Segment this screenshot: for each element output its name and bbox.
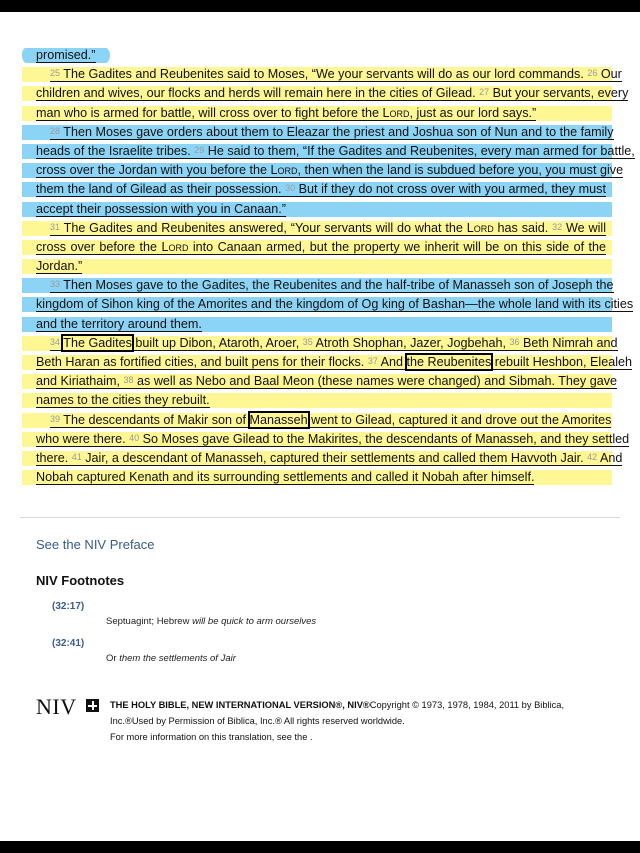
lord-smallcaps: Lord	[270, 163, 298, 178]
scripture-line-text: there. $^{41}$ Jair, a descendant of Manasseh, captured their settlements and called them Havvoth Jair. $^{42}$ And	[36, 450, 623, 465]
verse-number: 26	[587, 68, 598, 79]
scripture-line	[22, 84, 629, 103]
scripture-line-text: names to the cities they rebuilt.	[36, 393, 210, 408]
scripture-line	[22, 142, 635, 161]
scripture-line	[22, 257, 612, 276]
copyright-line1: Copyright © 1973, 1978, 1984, 2011 by Biblica,	[369, 700, 565, 710]
footnote-text-2: Or them the settlements of Jair	[106, 653, 236, 664]
scripture-line-text: $^{34}$ The Gadites built up Dibon, Ataroth, Aroer, $^{35}$ Atroth Shophan, Jazer, Jogbehah, $^{36}$ Beth Nimrah and	[50, 335, 618, 350]
verse-number: 32	[552, 221, 563, 232]
verse-number: 29	[194, 144, 205, 155]
scripture-line	[22, 46, 110, 65]
scripture-line	[22, 104, 612, 123]
scripture-line	[22, 180, 612, 199]
verse-number: 39	[50, 413, 61, 424]
verse-number: 42	[587, 451, 598, 462]
scripture-line-text: $^{31}$ The Gadites and Reubenites answered, “Your servants will do what the Lord has said. $^{32}$ We will	[50, 220, 606, 235]
niv-cross-icon	[86, 699, 99, 712]
scripture-line-text: children and wives, our flocks and herds will remain here in the cities of Gilead. $^{27}$ But your servants, every	[36, 86, 629, 101]
verse-number: 38	[123, 375, 134, 386]
scripture-line	[22, 449, 623, 468]
scripture-line-text: heads of the Israelite tribes. $^{29}$ He said to them, “If the Gadites and Reubenites, every man armed for battle,	[36, 143, 635, 158]
scripture-line	[22, 219, 612, 238]
scripture-line	[22, 65, 622, 84]
lord-smallcaps: Lord	[466, 220, 494, 235]
scripture-line-text: and the territory around them.	[36, 316, 202, 331]
copyright-notice	[110, 697, 610, 745]
scripture-line	[22, 411, 612, 430]
scripture-line	[22, 238, 612, 257]
scripture-line-text: them the land of Gilead as their possession. $^{30}$ But if they do not cross over with you armed, they must	[36, 182, 606, 197]
verse-number: 35	[302, 336, 313, 347]
scripture-line	[22, 123, 612, 142]
scripture-line	[22, 200, 612, 219]
scripture-line-text: promised.”	[36, 48, 96, 62]
verse-number: 33	[50, 279, 61, 290]
scripture-line-text: $^{39}$ The descendants of Makir son of Manasseh went to Gilead, captured it and drove out the Amorites	[50, 412, 612, 427]
scripture-line-text: cross over before the Lord into Canaan armed, but the property we inherit will be on this side of the	[36, 239, 606, 254]
copyright-line2: Inc.®Used by Permission of Biblica, Inc.® All rights reserved worldwide.	[110, 716, 405, 726]
scripture-line	[22, 315, 612, 334]
niv-preface-link[interactable]: See the NIV Preface	[36, 537, 155, 552]
scripture-line-text: Beth Haran as fortified cities, and built pens for their flocks. $^{37}$ And the Reubenites rebuilt Heshbon, Elealeh	[36, 355, 633, 369]
scripture-line-text: who were there. $^{40}$ So Moses gave Gilead to the Makirites, the descendants of Manasseh, and they settled	[36, 431, 630, 446]
scripture-line	[22, 468, 612, 487]
scripture-line	[22, 295, 634, 314]
scripture-line-text: man who is armed for battle, will cross over to fight before the Lord, just as our lord says.”	[36, 105, 537, 120]
niv-logo: NIV	[36, 694, 77, 719]
scripture-line-text: $^{25}$ The Gadites and Reubenites said to Moses, “We your servants will do as our lord commands. $^{26}$ Our	[50, 67, 622, 82]
footnote-ref-2[interactable]: (32:41)	[52, 638, 85, 649]
verse-number: 30	[285, 183, 296, 194]
lord-smallcaps: Lord	[382, 105, 410, 120]
scripture-line	[22, 334, 618, 353]
scripture-line-text: Jordan.”	[36, 259, 83, 274]
verse-number: 40	[129, 432, 140, 443]
footnote-text-1: Septuagint; Hebrew will be quick to arm ourselves	[106, 616, 317, 627]
copyright-line3[interactable]: For more information on this translation, see the .	[110, 732, 313, 742]
lord-smallcaps: Lord	[161, 239, 189, 254]
top-bar	[0, 0, 640, 12]
verse-number: 28	[50, 125, 61, 136]
scripture-line-text: and Kiriathaim, $^{38}$ as well as Nebo and Baal Meon (these names were changed) and Sibmah. They gave	[36, 374, 618, 389]
boxed-annotation: The Gadites	[63, 335, 132, 350]
verse-number: 36	[509, 336, 520, 347]
scripture-passage	[22, 46, 635, 487]
footnotes-title: NIV Footnotes	[36, 573, 125, 588]
copyright-title: THE HOLY BIBLE, NEW INTERNATIONAL VERSION®, NIV®	[110, 700, 370, 710]
verse-number: 25	[50, 68, 61, 79]
verse-number: 31	[50, 221, 61, 232]
verse-number: 27	[479, 87, 490, 98]
scripture-line-text: accept their possession with you in Canaan.”	[36, 201, 286, 216]
boxed-annotation: the Reubenites	[406, 355, 492, 369]
footnote-ref-1[interactable]: (32:17)	[52, 601, 85, 612]
verse-number: 37	[367, 356, 378, 366]
scripture-line-text: $^{28}$ Then Moses gave orders about them to Eleazar the priest and Joshua son of Nun and to the family	[50, 124, 614, 139]
scripture-line	[22, 430, 630, 449]
scripture-line-text: kingdom of Sihon king of the Amorites and the kingdom of Og king of Bashan—the whole land with its cities	[36, 297, 634, 312]
scripture-line-text: $^{33}$ Then Moses gave to the Gadites, the Reubenites and the half-tribe of Manasseh son of Joseph the	[50, 278, 614, 293]
scripture-line	[22, 353, 633, 372]
bottom-bar	[0, 841, 640, 853]
scripture-line-text: Nobah captured Kenath and its surrounding settlements and called it Nobah after himself.	[36, 470, 535, 485]
divider	[20, 517, 620, 518]
scripture-line	[22, 161, 624, 180]
verse-number: 41	[71, 451, 82, 462]
scripture-line-text: cross over the Jordan with you before the Lord, then when the land is subdued before you, you must give	[36, 163, 624, 178]
scripture-line	[22, 276, 612, 295]
scripture-line	[22, 391, 612, 410]
boxed-annotation: Manasseh	[249, 412, 308, 427]
verse-number: 34	[50, 336, 61, 347]
scripture-line	[22, 372, 618, 391]
